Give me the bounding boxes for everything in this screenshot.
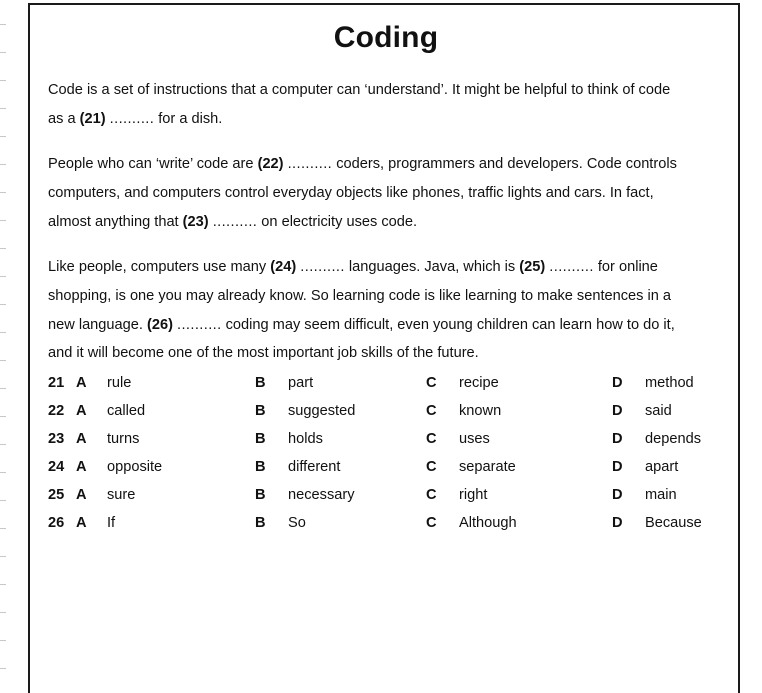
margin-tick xyxy=(0,220,6,221)
question-row xyxy=(48,425,728,453)
text-segment: as a xyxy=(48,110,80,127)
option-letter-a: A xyxy=(76,459,87,475)
text-segment: on electricity uses code. xyxy=(257,213,418,230)
text-line xyxy=(48,105,728,134)
gap-number: (25) xyxy=(519,259,546,275)
option-letter-d: D xyxy=(612,459,623,475)
option-letter-d: D xyxy=(612,403,623,419)
margin-tick xyxy=(0,108,6,109)
option-c[interactable]: uses xyxy=(459,431,490,447)
option-c[interactable]: known xyxy=(459,403,502,419)
text-segment: for online xyxy=(593,259,658,275)
question-number: 23 xyxy=(48,431,65,447)
option-letter-b: B xyxy=(255,403,266,419)
gap-number: (24) xyxy=(270,259,297,275)
answer-blank: .......... xyxy=(287,156,333,172)
margin-tick xyxy=(0,24,6,25)
option-c[interactable]: right xyxy=(459,487,488,503)
option-a[interactable]: rule xyxy=(107,375,132,391)
text-segment: Like people, computers use many xyxy=(48,259,271,275)
option-letter-a: A xyxy=(76,403,87,419)
margin-tick xyxy=(0,80,6,81)
option-letter-a: A xyxy=(76,515,87,531)
option-a[interactable]: sure xyxy=(107,487,136,503)
answer-blank: .......... xyxy=(300,259,345,275)
text-line: shopping, is one you may already know. So learning code is like learning to make sentences in a xyxy=(48,287,672,304)
option-d[interactable]: apart xyxy=(645,459,679,475)
margin-tick xyxy=(0,52,6,53)
option-letter-d: D xyxy=(612,431,623,447)
option-d[interactable]: depends xyxy=(645,431,701,447)
option-letter-a: A xyxy=(76,375,87,391)
option-d[interactable]: main xyxy=(645,487,677,503)
margin-tick xyxy=(0,276,6,277)
margin-tick xyxy=(0,556,6,557)
text-line xyxy=(48,311,728,340)
paragraph-2 xyxy=(48,150,728,236)
option-b[interactable]: So xyxy=(288,515,306,531)
answer-blank: .......... xyxy=(177,316,222,333)
option-a[interactable]: turns xyxy=(107,431,140,447)
option-d[interactable]: Because xyxy=(645,515,702,531)
gap-number: (23) xyxy=(182,213,209,230)
option-letter-d: D xyxy=(612,375,623,391)
option-letter-c: C xyxy=(426,403,437,419)
margin-tick xyxy=(0,192,6,193)
option-letter-c: C xyxy=(426,515,437,531)
option-b[interactable]: holds xyxy=(288,431,323,447)
question-number: 25 xyxy=(48,487,65,503)
question-number: 21 xyxy=(48,375,65,391)
page-margin-ticks xyxy=(0,0,8,682)
option-letter-a: A xyxy=(76,487,87,503)
option-letter-c: C xyxy=(426,487,437,503)
option-letter-b: B xyxy=(255,487,266,503)
worksheet-frame xyxy=(28,3,740,693)
option-d[interactable]: said xyxy=(645,403,672,419)
option-a[interactable]: called xyxy=(107,403,146,419)
option-letter-b: B xyxy=(255,515,266,531)
question-row xyxy=(48,481,728,509)
margin-tick xyxy=(0,332,6,333)
option-letter-d: D xyxy=(612,515,623,531)
option-letter-b: B xyxy=(255,459,266,475)
option-letter-c: C xyxy=(426,375,437,391)
option-letter-a: A xyxy=(76,431,87,447)
margin-tick xyxy=(0,668,6,669)
question-row xyxy=(48,453,728,481)
margin-tick xyxy=(0,304,6,305)
page-title: Coding xyxy=(333,21,439,54)
answer-blank: .......... xyxy=(109,110,155,127)
paragraph-3 xyxy=(48,253,728,368)
text-line: and it will become one of the most important job skills of the future. xyxy=(48,345,479,362)
margin-tick xyxy=(0,472,6,473)
option-letter-c: C xyxy=(426,459,437,475)
option-letter-b: B xyxy=(255,431,266,447)
margin-tick xyxy=(0,500,6,501)
margin-tick xyxy=(0,584,6,585)
option-letter-c: C xyxy=(426,431,437,447)
text-segment: languages. Java, which is xyxy=(344,259,520,275)
text-segment: coding may seem difficult, even young children can learn how to do it, xyxy=(221,316,675,333)
option-b[interactable]: necessary xyxy=(288,487,355,503)
option-b[interactable]: suggested xyxy=(288,403,356,419)
question-number: 24 xyxy=(48,459,65,475)
text-segment: coders, programmers and developers. Code controls xyxy=(332,156,677,172)
option-c[interactable]: Although xyxy=(459,515,517,531)
margin-tick xyxy=(0,416,6,417)
option-c[interactable]: recipe xyxy=(459,375,499,391)
option-a[interactable]: opposite xyxy=(107,459,163,475)
answer-blank: .......... xyxy=(212,213,258,230)
option-b[interactable]: part xyxy=(288,375,314,391)
text-segment: People who can ‘write’ code are xyxy=(48,156,258,172)
question-number: 22 xyxy=(48,403,65,419)
option-d[interactable]: method xyxy=(645,375,694,391)
gap-number: (26) xyxy=(147,316,173,333)
option-b[interactable]: different xyxy=(288,459,341,475)
question-number: 26 xyxy=(48,515,65,531)
text-segment: for a dish. xyxy=(154,110,223,127)
gap-number: (22) xyxy=(257,156,284,172)
text-line: Code is a set of instructions that a computer can ‘understand’. It might be helpful to think of code xyxy=(48,82,671,98)
question-row xyxy=(48,397,728,425)
margin-tick xyxy=(0,640,6,641)
margin-tick xyxy=(0,360,6,361)
margin-tick xyxy=(0,612,6,613)
margin-tick xyxy=(0,248,6,249)
gap-number: (21) xyxy=(79,110,106,127)
question-row xyxy=(48,369,728,397)
option-letter-d: D xyxy=(612,487,623,503)
text-segment: almost anything that xyxy=(48,213,183,230)
option-a[interactable]: If xyxy=(107,515,116,531)
answer-blank: .......... xyxy=(549,259,594,275)
margin-tick xyxy=(0,388,6,389)
margin-tick xyxy=(0,444,6,445)
margin-tick xyxy=(0,164,6,165)
margin-tick xyxy=(0,136,6,137)
question-row xyxy=(48,509,728,537)
text-line xyxy=(48,208,728,237)
text-line: computers, and computers control everyday objects like phones, traffic lights and cars. In fact, xyxy=(48,184,654,201)
option-c[interactable]: separate xyxy=(459,459,516,475)
option-letter-b: B xyxy=(255,375,266,391)
paragraph-1 xyxy=(48,76,728,134)
text-line xyxy=(48,150,728,179)
margin-tick xyxy=(0,528,6,529)
text-line xyxy=(48,253,728,282)
text-segment: new language. xyxy=(48,316,147,333)
